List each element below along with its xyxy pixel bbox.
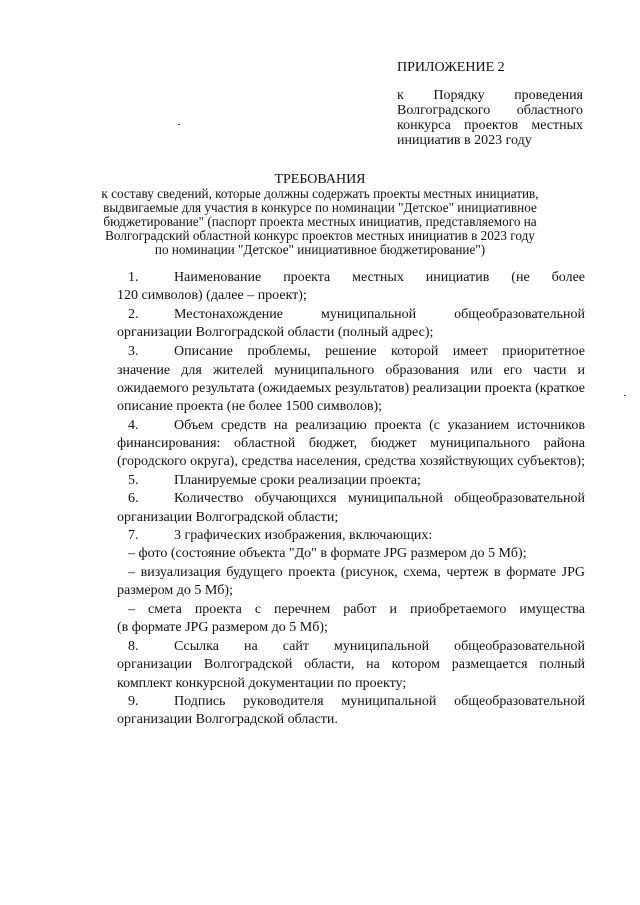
list-item-3 (128, 344, 585, 360)
list-item-text: финансирования: областной бюджет, бюджет муниципального района (117, 436, 585, 451)
list-item-text: Объем средств на реализацию проекта (с указанием источников (174, 418, 585, 433)
list-item-text: организации Волгоградской области. (117, 712, 338, 727)
list-item-text: организации Волгоградской области; (117, 510, 339, 525)
list-item-5 (128, 473, 421, 489)
list-item-text: Описание проблемы, решение которой имеет приоритетное (174, 344, 585, 359)
list-item-number: 7. (128, 528, 139, 543)
appendix-title: ПРИЛОЖЕНИЕ 2 (397, 60, 505, 75)
list-item-text: Количество обучающихся муниципальной общеобразовательной (174, 491, 585, 506)
scan-speck (624, 395, 626, 396)
list-item-text: ожидаемого результата (ожидаемых результатов) реализации проекта (краткое (117, 381, 585, 396)
list-item-text: организации Волгоградской области (полный адрес); (117, 325, 434, 340)
list-item-text: описание проекта (не более 1500 символов); (117, 399, 383, 414)
list-item-7 (128, 528, 432, 544)
list-item-number: 9. (128, 694, 139, 709)
list-item-number: 1. (128, 270, 139, 285)
appendix-reference-line: конкурса проектов местных (397, 118, 583, 133)
list-subitem: размером до 5 Мб); (117, 583, 233, 598)
list-subitem: (в формате JPG размером до 5 Мб); (117, 620, 328, 635)
appendix-reference-line: инициатив в 2023 году (397, 133, 532, 148)
list-item-number: 4. (128, 418, 139, 433)
list-item-text: организации Волгоградской области, на котором размещается полный (117, 657, 585, 672)
list-item-text: комплект конкурсной документации по проекту; (117, 676, 407, 691)
list-item-1 (128, 270, 585, 286)
appendix-reference-line: Волгоградского областного (397, 103, 583, 118)
document-subtitle-line: выдвигаемые для участия в конкурсе по номинации "Детское" инициативное (103, 200, 537, 215)
document-subtitle-line: к составу сведений, которые должны содержать проекты местных инициатив, (101, 186, 539, 201)
list-item-number: 6. (128, 491, 139, 506)
list-item-text: Планируемые сроки реализации проекта; (174, 473, 421, 488)
list-item-number: 5. (128, 473, 139, 488)
list-item-2 (128, 307, 585, 323)
list-item-4 (128, 418, 585, 434)
list-item-8 (128, 639, 585, 655)
list-item-text: Подпись руководителя муниципальной общеобразовательной (174, 694, 585, 709)
document-subtitle-line: бюджетирование" (паспорт проекта местных инициатив, представляемого на (103, 214, 537, 229)
list-item-number: 3. (128, 344, 139, 359)
list-item-text: 120 символов) (далее – проект); (117, 288, 307, 303)
list-subitem: – смета проекта с перечнем работ и приобретаемого имущества (128, 602, 585, 617)
list-item-text: (городского округа), средства населения, средства хозяйствующих субъектов); (117, 454, 585, 469)
list-item-text: Наименование проекта местных инициатив (не более (174, 270, 585, 285)
list-item-number: 8. (128, 639, 139, 654)
list-subitem: – визуализация будущего проекта (рисунок, схема, чертеж в формате JPG (128, 565, 585, 580)
list-item-text: 3 графических изображения, включающих: (174, 528, 433, 543)
appendix-reference-line: к Порядку проведения (397, 88, 583, 103)
list-item-text: Местонахождение муниципальной общеобразовательной (174, 307, 585, 322)
list-subitem: – фото (состояние объекта "До" в формате JPG размером до 5 Мб); (128, 546, 527, 561)
document-subtitle-line: Волгоградский областной конкурс проектов местных инициатив в 2023 году (105, 228, 535, 243)
list-item-number: 2. (128, 307, 139, 322)
list-item-9 (128, 694, 585, 710)
list-item-text: значение для жителей муниципального образования или его части и (117, 363, 585, 378)
scan-speck (178, 124, 180, 125)
list-item-text: Ссылка на сайт муниципальной общеобразовательной (174, 639, 585, 654)
list-item-6 (128, 491, 585, 507)
document-subtitle-line: по номинации "Детское" инициативное бюджетирование") (154, 242, 486, 257)
document-title: ТРЕБОВАНИЯ (274, 172, 366, 187)
